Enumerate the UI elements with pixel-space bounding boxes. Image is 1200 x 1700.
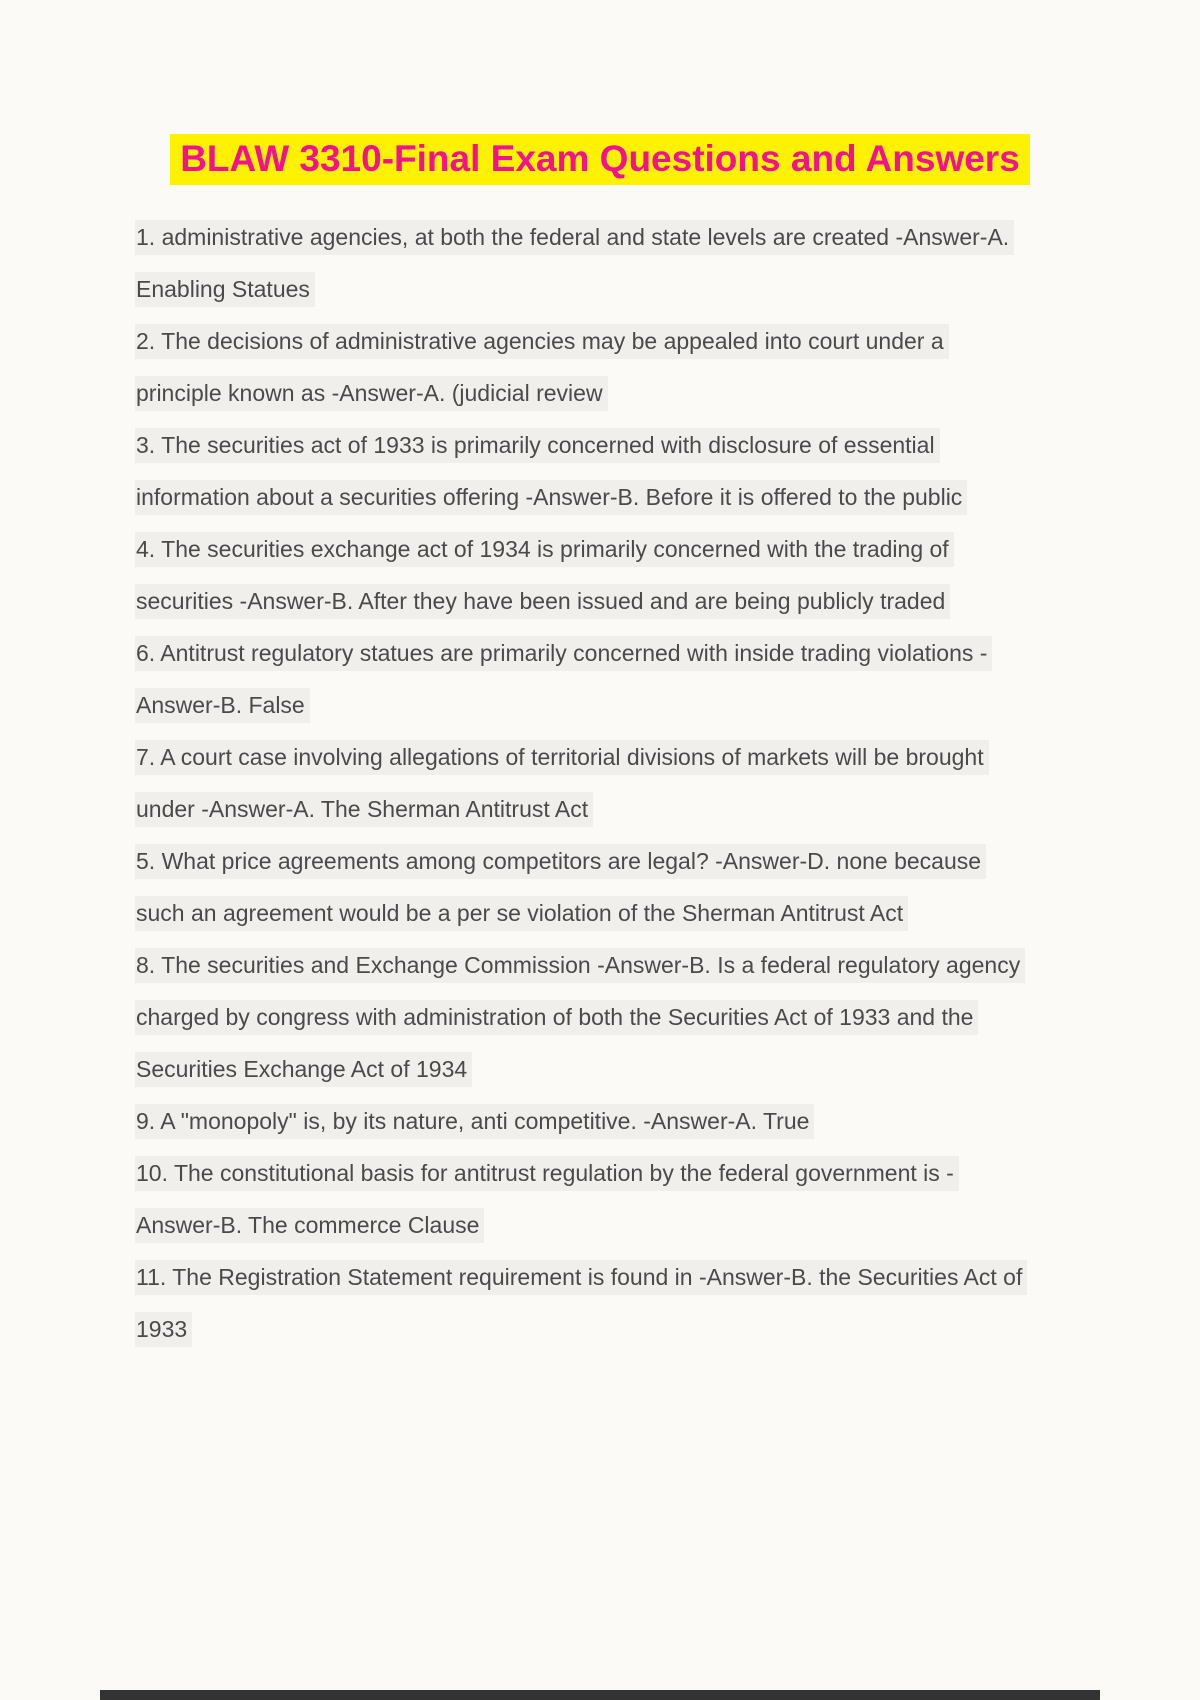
question-3-line-2: information about a securities offering -Answer-B. Before it is offered to the public — [135, 471, 1015, 523]
question-4-line-1: 4. The securities exchange act of 1934 is primarily concerned with the trading of — [135, 523, 1015, 575]
question-10-line-1: 10. The constitutional basis for antitrust regulation by the federal government is - — [135, 1147, 1015, 1199]
question-7-line-1: 7. A court case involving allegations of territorial divisions of markets will be brought — [135, 731, 1015, 783]
question-5-line-1: 5. What price agreements among competitors are legal? -Answer-D. none because — [135, 835, 1015, 887]
question-1-line-2: Enabling Statues — [135, 263, 1015, 315]
question-10-line-2: Answer-B. The commerce Clause — [135, 1199, 1015, 1251]
question-8-line-3: Securities Exchange Act of 1934 — [135, 1043, 1015, 1095]
question-1-line-1: 1. administrative agencies, at both the federal and state levels are created -Answer-A. — [135, 211, 1015, 263]
question-6-line-2: Answer-B. False — [135, 679, 1015, 731]
question-6-line-1: 6. Antitrust regulatory statues are primarily concerned with inside trading violations - — [135, 627, 1015, 679]
question-7-line-2: under -Answer-A. The Sherman Antitrust Act — [135, 783, 1015, 835]
title-highlight: BLAW 3310-Final Exam Questions and Answers — [170, 134, 1030, 185]
next-page-edge-bar — [100, 1690, 1100, 1700]
question-11-line-2: 1933 — [135, 1303, 1015, 1355]
question-8-line-2: charged by congress with administration of both the Securities Act of 1933 and the — [135, 991, 1015, 1043]
question-2-line-2: principle known as -Answer-A. (judicial review — [135, 367, 1015, 419]
question-9-line-1: 9. A "monopoly" is, by its nature, anti competitive. -Answer-A. True — [135, 1095, 1015, 1147]
question-4-line-2: securities -Answer-B. After they have been issued and are being publicly traded — [135, 575, 1015, 627]
question-list — [135, 211, 1023, 1355]
question-3-line-1: 3. The securities act of 1933 is primarily concerned with disclosure of essential — [135, 419, 1015, 471]
question-2-line-1: 2. The decisions of administrative agencies may be appealed into court under a — [135, 315, 1015, 367]
page-title — [135, 137, 1065, 181]
question-8-line-1: 8. The securities and Exchange Commission -Answer-B. Is a federal regulatory agency — [135, 939, 1015, 991]
question-11-line-1: 11. The Registration Statement requirement is found in -Answer-B. the Securities Act of — [135, 1251, 1015, 1303]
question-5-line-2: such an agreement would be a per se violation of the Sherman Antitrust Act — [135, 887, 1015, 939]
